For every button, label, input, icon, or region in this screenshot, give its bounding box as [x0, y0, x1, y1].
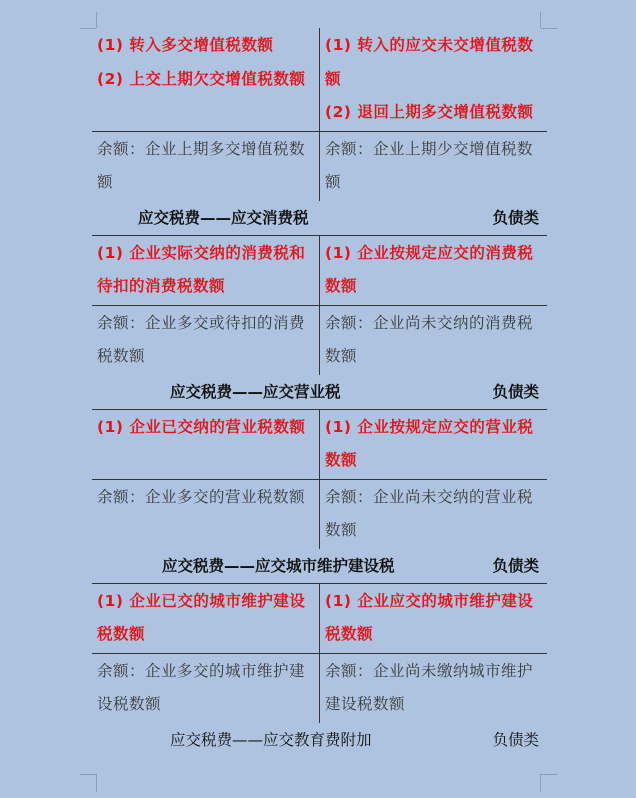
debit-entries	[92, 410, 320, 479]
credit-entries	[320, 584, 547, 653]
t-account-business-tax	[92, 409, 547, 549]
credit-entry: (1) 企业按规定应交的消费税数额	[325, 243, 534, 295]
credit-entry: (1) 转入的应交未交增值税数额	[325, 36, 534, 88]
credit-entries	[320, 28, 547, 131]
debit-entries	[92, 584, 320, 653]
debit-entry: (1) 企业已交的城市维护建设税数额	[97, 591, 306, 643]
balance-row	[92, 305, 547, 375]
account-title: 应交税费——应交教育费附加	[170, 730, 372, 749]
t-account-vat	[92, 28, 547, 201]
debit-entry: (1) 转入多交增值税数额	[97, 36, 274, 54]
credit-balance: 余额：企业尚未缴纳城市维护建设税数额	[325, 661, 534, 713]
account-title-row	[92, 723, 547, 757]
entries-row	[92, 236, 547, 305]
debit-balance: 余额：企业多交或待扣的消费税数额	[92, 306, 320, 375]
crop-mark	[540, 774, 541, 792]
credit-entries	[320, 410, 547, 479]
account-category: 负债类	[492, 730, 539, 749]
credit-entry: (2) 退回上期多交增值税数额	[325, 103, 534, 121]
t-account-urban-tax	[92, 583, 547, 723]
account-category: 负债类	[492, 208, 539, 227]
document-page	[92, 28, 547, 757]
debit-balance: 余额：企业上期多交增值税数额	[92, 132, 320, 201]
entries-row	[92, 584, 547, 653]
account-title: 应交税费——应交营业税	[170, 382, 341, 401]
credit-entry: (1) 企业按规定应交的营业税数额	[325, 417, 534, 469]
crop-mark	[96, 774, 97, 792]
credit-balance: 余额：企业尚未交纳的消费税数额	[325, 313, 534, 365]
crop-mark	[80, 774, 96, 775]
account-title: 应交税费——应交城市维护建设税	[162, 556, 395, 575]
debit-entry: (1) 企业已交纳的营业税数额	[97, 417, 306, 436]
account-title-row	[92, 201, 547, 235]
account-category: 负债类	[492, 382, 539, 401]
debit-entries	[92, 236, 320, 305]
crop-mark	[96, 12, 97, 28]
debit-entries	[92, 28, 320, 131]
entries-row	[92, 28, 547, 131]
balance-row	[92, 131, 547, 201]
account-title-row	[92, 549, 547, 583]
entries-row	[92, 410, 547, 479]
debit-entry: (1) 企业实际交纳的消费税和待扣的消费税数额	[97, 243, 306, 295]
debit-balance: 余额：企业多交的城市维护建设税数额	[92, 654, 320, 723]
balance-row	[92, 479, 547, 549]
account-category: 负债类	[492, 556, 539, 575]
crop-mark	[541, 774, 557, 775]
credit-balance: 余额：企业尚未交纳的营业税数额	[325, 487, 534, 539]
credit-balance: 余额：企业上期少交增值税数额	[325, 139, 534, 191]
debit-balance: 余额：企业多交的营业税数额	[92, 480, 320, 549]
credit-entry: (1) 企业应交的城市维护建设税数额	[325, 591, 534, 643]
debit-entry: (2) 上交上期欠交增值税数额	[97, 69, 306, 88]
account-title: 应交税费——应交消费税	[138, 208, 309, 227]
credit-entries	[320, 236, 547, 305]
t-account-consumption-tax	[92, 235, 547, 375]
account-title-row	[92, 375, 547, 409]
balance-row	[92, 653, 547, 723]
crop-mark	[540, 12, 541, 28]
